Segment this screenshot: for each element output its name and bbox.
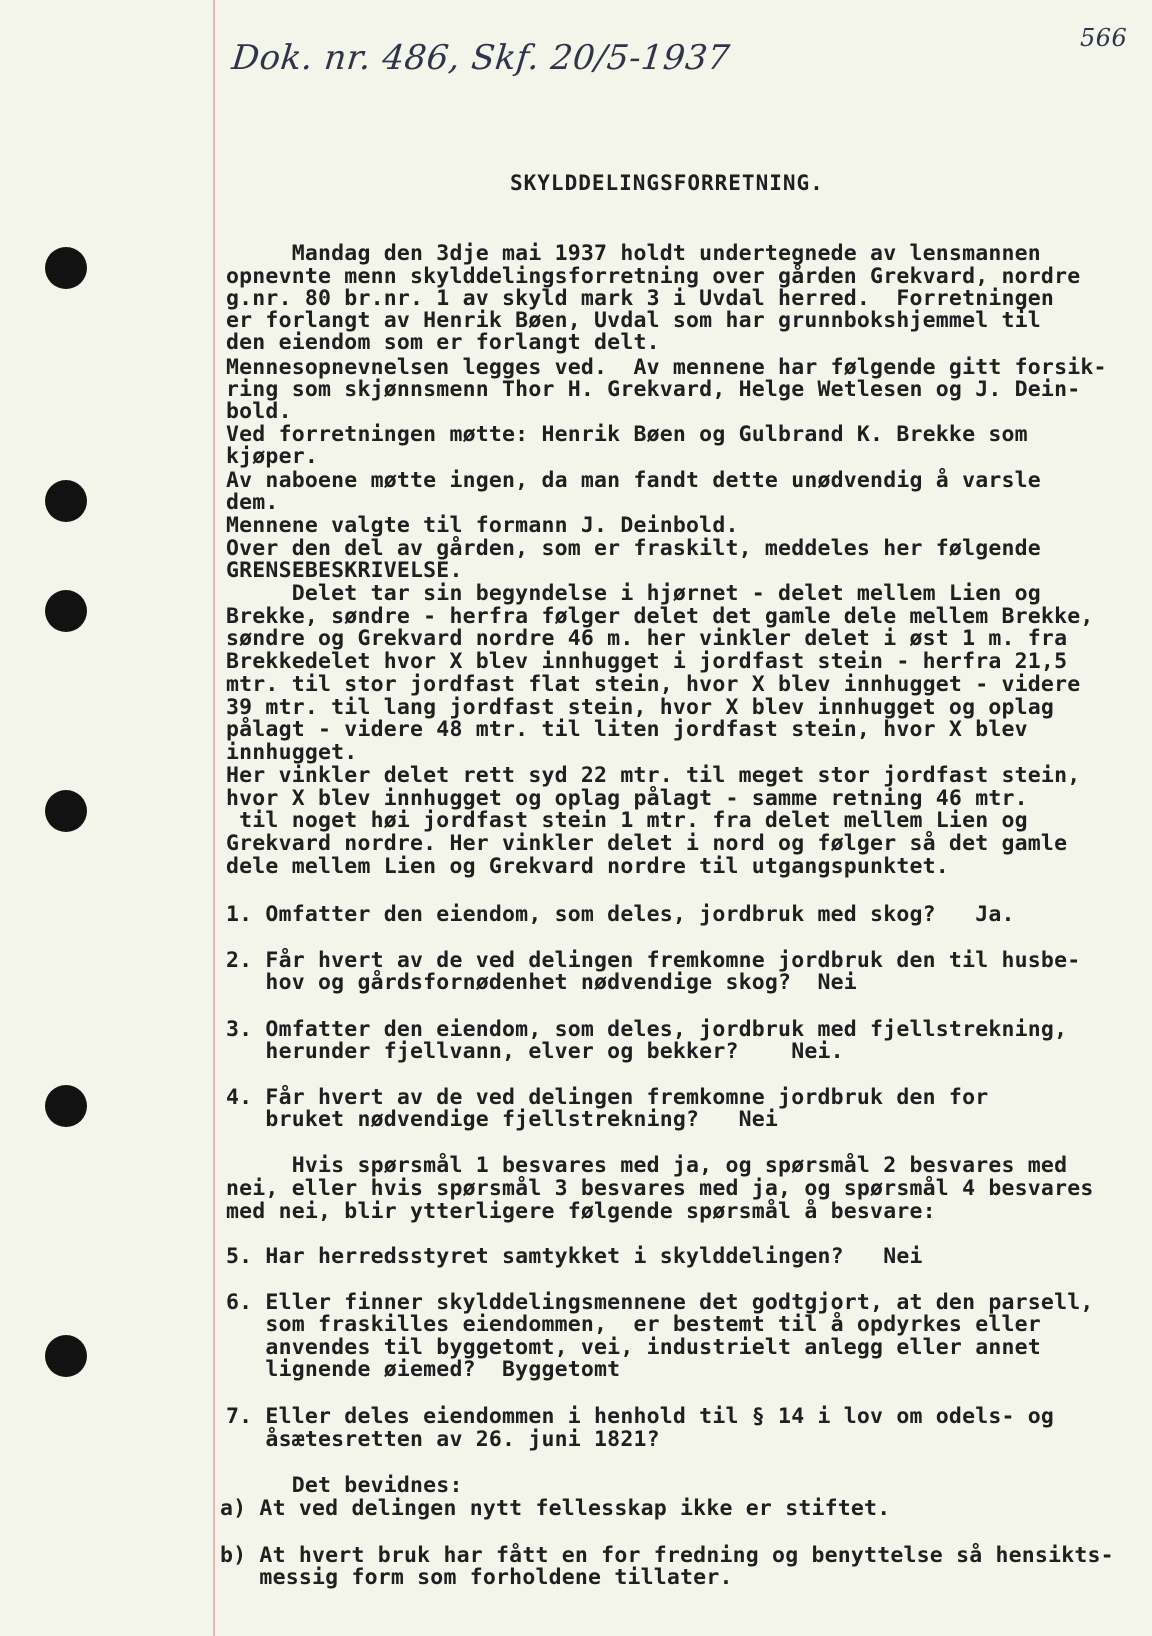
text-line: Delet tar sin begyndelse i hjørnet - delet mellem Lien og (226, 581, 1041, 606)
text-line: Brekkedelet hvor X blev innhugget i jordfast stein - herfra 21,5 (226, 649, 1068, 674)
attestation-b: b) At hvert bruk har fått en for fredning og benyttelse så hensikts- (220, 1543, 1114, 1568)
text-line: Det bevidnes: (226, 1473, 463, 1498)
question-6-cont: lignende øiemed? Byggetomt (226, 1357, 621, 1382)
text-line: ring som skjønnsmenn Thor H. Grekvard, Helge Wetlesen og J. Dein- (226, 377, 1081, 402)
text-line: dem. (226, 490, 279, 515)
text-line: Mandag den 3dje mai 1937 holdt undertegnede av lensmannen (226, 241, 1041, 266)
text-line: opnevnte menn skylddelingsforretning over gården Grekvard, nordre (226, 264, 1081, 289)
text-line: innhugget. (226, 740, 358, 765)
question-6-cont: som fraskilles eiendommen, er bestemt til å opdyrkes eller (226, 1312, 1041, 1337)
text-line: til noget høi jordfast stein 1 mtr. fra delet mellem Lien og (226, 808, 1028, 833)
binder-hole (45, 247, 87, 289)
question-7: 7. Eller deles eiendommen i henhold til § 14 i lov om odels- og (226, 1404, 1055, 1429)
text-line: Av naboene møtte ingen, da man fandt dette unødvendig å varsle (226, 468, 1041, 493)
handwritten-header-note: Dok. nr. 486, Skf. 20/5-1937 (229, 38, 732, 78)
question-2: 2. Får hvert av de ved delingen fremkomne jordbruk den til husbe- (226, 948, 1081, 973)
text-line: med nei, blir ytterligere følgende spørsmål å besvare: (226, 1199, 936, 1224)
text-line: kjøper. (226, 444, 319, 469)
text-line: pålagt - videre 48 mtr. til liten jordfast stein, hvor X blev (226, 717, 1028, 742)
question-3-cont: herunder fjellvann, elver og bekker? Nei. (226, 1039, 844, 1064)
text-line: er forlangt av Henrik Bøen, Uvdal som har grunnbokshjemmel til (226, 308, 1041, 333)
question-3: 3. Omfatter den eiendom, som deles, jordbruk med fjellstrekning, (226, 1017, 1068, 1042)
text-line: nei, eller hvis spørsmål 3 besvares med ja, og spørsmål 4 besvares (226, 1176, 1094, 1201)
question-7-cont: åsætesretten av 26. juni 1821? (226, 1427, 660, 1452)
question-5: 5. Har herredsstyret samtykket i skylddelingen? Nei (226, 1244, 923, 1269)
text-line: Mennesopnevnelsen legges ved. Av mennene har følgende gitt forsik- (226, 355, 1107, 380)
text-line: Grekvard nordre. Her vinkler delet i nord og følger så det gamle (226, 831, 1068, 856)
attestation-a: a) At ved delingen nytt fellesskap ikke er stiftet. (220, 1496, 891, 1521)
text-line: 39 mtr. til lang jordfast stein, hvor X blev innhugget og oplag (226, 695, 1055, 720)
attestation-b-cont: messig form som forholdene tillater. (220, 1565, 733, 1590)
text-line: dele mellem Lien og Grekvard nordre til utgangspunktet. (226, 854, 949, 879)
margin-rule (213, 0, 215, 1636)
question-6: 6. Eller finner skylddelingsmennene det godtgjort, at den parsell, (226, 1290, 1094, 1315)
text-line: g.nr. 80 br.nr. 1 av skyld mark 3 i Uvdal herred. Forretningen (226, 286, 1055, 311)
text-line: Hvis spørsmål 1 besvares med ja, og spørsmål 2 besvares med (226, 1153, 1068, 1178)
question-4: 4. Får hvert av de ved delingen fremkomne jordbruk den for (226, 1085, 989, 1110)
question-2-cont: hov og gårdsfornødenhet nødvendige skog? Nei (226, 970, 857, 995)
document-title: SKYLDDELINGSFORRETNING. (510, 171, 824, 195)
page-number: 566 (1080, 24, 1128, 52)
text-line: bold. (226, 399, 292, 424)
binder-hole (45, 590, 87, 632)
text-line: hvor X blev innhugget og oplag pålagt - samme retning 46 mtr. (226, 786, 1028, 811)
text-line: den eiendom som er forlangt delt. (226, 330, 660, 355)
binder-hole (45, 1335, 87, 1377)
text-line: Mennene valgte til formann J. Deinbold. (226, 513, 739, 538)
binder-hole (45, 790, 87, 832)
question-1: 1. Omfatter den eiendom, som deles, jordbruk med skog? Ja. (226, 902, 1015, 927)
text-line: Her vinkler delet rett syd 22 mtr. til meget stor jordfast stein, (226, 763, 1081, 788)
text-line: Over den del av gården, som er fraskilt, meddeles her følgende (226, 536, 1041, 561)
text-line: søndre og Grekvard nordre 46 m. her vinkler delet i øst 1 m. fra (226, 626, 1068, 651)
text-line: Ved forretningen møtte: Henrik Bøen og Gulbrand K. Brekke som (226, 422, 1028, 447)
question-4-cont: bruket nødvendige fjellstrekning? Nei (226, 1107, 779, 1132)
text-line: Brekke, søndre - herfra følger delet det gamle dele mellem Brekke, (226, 604, 1094, 629)
binder-hole (45, 1085, 87, 1127)
text-line: GRENSEBESKRIVELSE. (226, 558, 463, 583)
text-line: mtr. til stor jordfast flat stein, hvor X blev innhugget - videre (226, 672, 1081, 697)
question-6-cont: anvendes til byggetomt, vei, industrielt anlegg eller annet (226, 1335, 1041, 1360)
binder-hole (45, 480, 87, 522)
